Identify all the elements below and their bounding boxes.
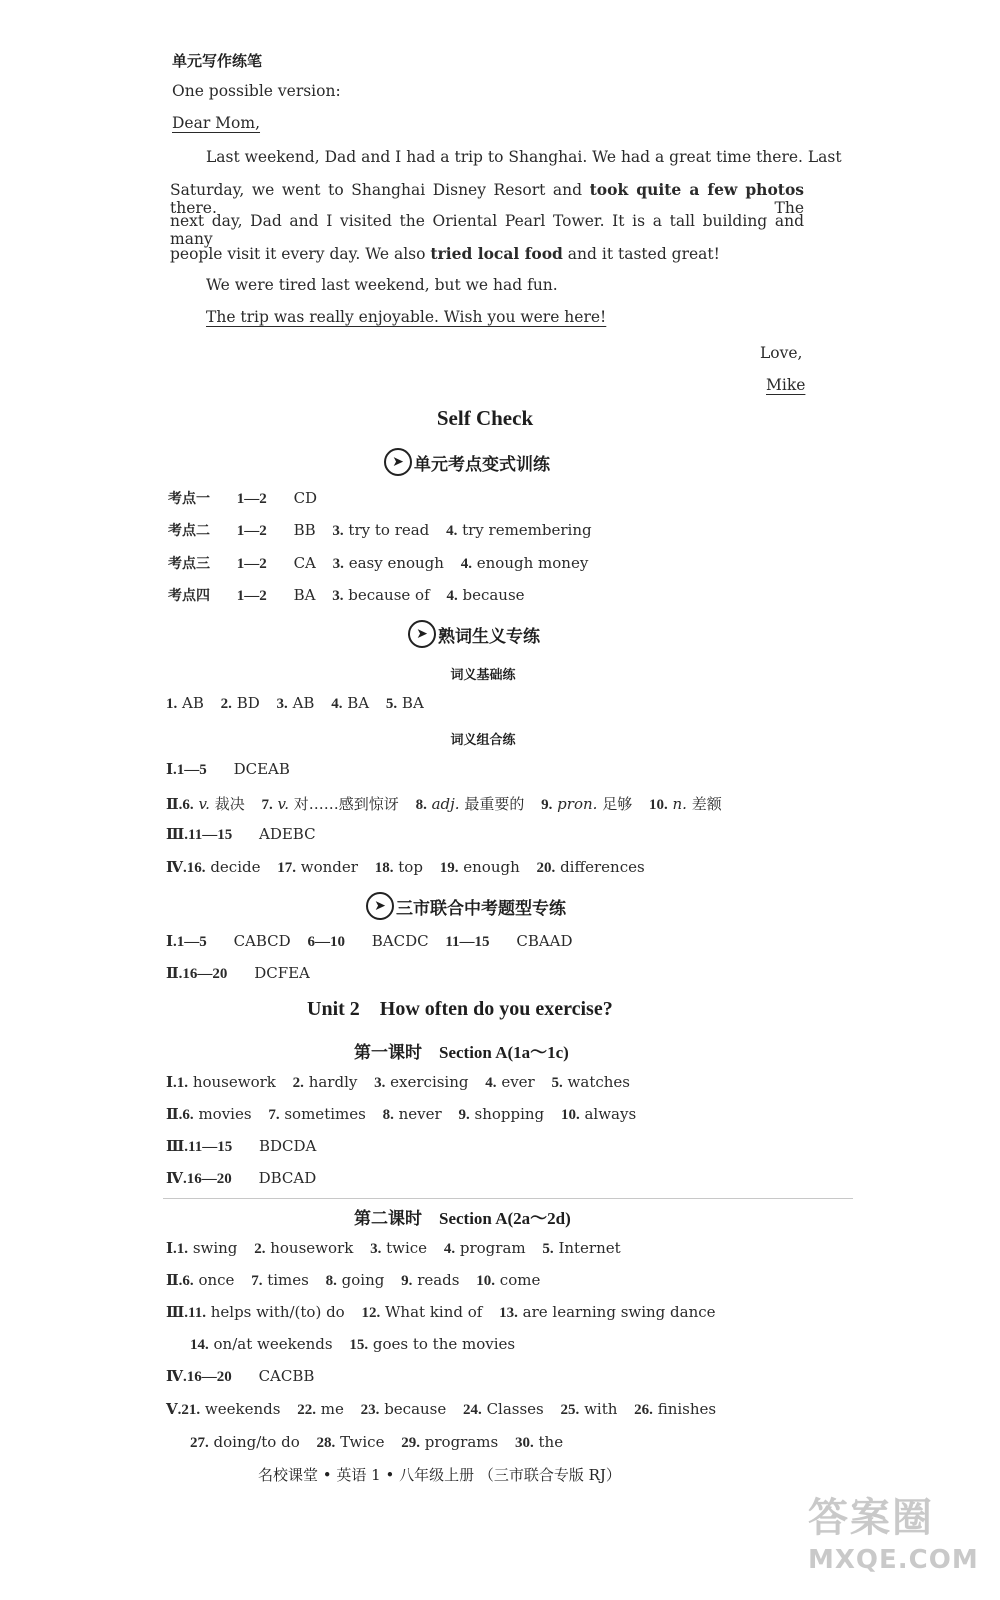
answer-row: 14. on/at weekends 15. goes to the movies [190, 1335, 516, 1353]
answer-row: 考点二 1—2 BB 3. try to read 4. try remembering [168, 521, 592, 539]
answer-row: Ⅰ.1—5 CABCD 6—10 BACDC 11—15 CBAAD [166, 932, 573, 950]
letter-signature: Mike [766, 376, 806, 394]
section-heading: ➤ 单元考点变式训练 [384, 448, 550, 476]
answer-row: Ⅱ.16—20 DCFEA [166, 964, 310, 982]
section-heading: ➤ 三市联合中考题型专练 [366, 892, 566, 920]
answer-row: Ⅲ.11—15 ADEBC [166, 825, 316, 843]
page-footer: 名校课堂 • 英语 1 • 八年级上册 （三市联合专版 RJ） [258, 1466, 621, 1484]
answer-row: Ⅳ.16—20 DBCAD [166, 1169, 317, 1187]
writing-heading: 单元写作练笔 [172, 52, 263, 70]
section-divider [163, 1198, 853, 1199]
letter-line: next day, Dad and I visited the Oriental Pearl Tower. It is a tall building and many [170, 212, 804, 248]
answer-row: Ⅳ.16—20 CACBB [166, 1367, 315, 1385]
answer-row: Ⅳ.16. decide 17. wonder 18. top 19. enough 20. differences [166, 858, 645, 876]
unit-title: Unit 2 How often do you exercise? [307, 998, 613, 1020]
watermark-logo: 答案圈 [808, 1495, 934, 1541]
letter-line: Saturday, we went to Shanghai Disney Resort and took quite a few photos there. The [170, 180, 805, 217]
answer-row: Ⅰ.1. housework 2. hardly 3. exercising 4. ever 5. watches [166, 1073, 630, 1091]
letter-paragraph: We were tired last weekend, but we had fun. [206, 276, 558, 294]
lesson-title: 第二课时 Section A(2a～2d) [354, 1209, 571, 1228]
letter-line: people visit it every day. We also tried local food and it tasted great! [170, 244, 720, 263]
arrow-circle-icon: ➤ [366, 892, 394, 920]
letter-line: Last weekend, Dad and I had a trip to Shanghai. We had a great time there. Last [206, 148, 842, 166]
highlight-phrase: tried local food [430, 244, 563, 263]
highlight-phrase: took quite a few photos [589, 180, 805, 199]
sub-heading: 词义组合练 [450, 733, 516, 748]
answer-row: Ⅱ.6. movies 7. sometimes 8. never 9. shopping 10. always [166, 1105, 637, 1123]
answer-row: Ⅲ.11. helps with/(to) do 12. What kind of 13. are learning swing dance [166, 1303, 716, 1321]
answer-row: 考点三 1—2 CA 3. easy enough 4. enough money [168, 554, 589, 572]
letter-greeting: Dear Mom, [172, 114, 261, 132]
letter-closing-sentence: The trip was really enjoyable. Wish you were here! [206, 308, 607, 326]
sub-heading: 词义基础练 [450, 668, 516, 683]
lesson-title: 第一课时 Section A(1a～1c) [354, 1043, 569, 1062]
watermark-url: MXQE.COM [808, 1545, 979, 1575]
answer-row: 27. doing/to do 28. Twice 29. programs 30. the [190, 1433, 564, 1451]
self-check-title: Self Check [436, 406, 534, 430]
writing-intro: One possible version: [172, 82, 341, 100]
arrow-circle-icon: ➤ [384, 448, 412, 476]
answer-row: Ⅴ.21. weekends 22. me 23. because 24. Classes 25. with 26. finishes [166, 1400, 717, 1418]
answer-row: Ⅲ.11—15 BDCDA [166, 1137, 317, 1155]
arrow-circle-icon: ➤ [408, 620, 436, 648]
answer-row: Ⅰ.1—5 DCEAB [166, 760, 290, 778]
answer-row: Ⅱ.6. v. 裁决 7. v. 对……感到惊讶 8. adj. 最重要的 9. pron. 足够 10. n. 差额 [166, 795, 722, 813]
answer-row: 1. AB 2. BD 3. AB 4. BA 5. BA [166, 694, 424, 712]
answer-row: 考点四 1—2 BA 3. because of 4. because [168, 586, 525, 604]
answer-row: Ⅰ.1. swing 2. housework 3. twice 4. program 5. Internet [166, 1239, 621, 1257]
answer-row: Ⅱ.6. once 7. times 8. going 9. reads 10. come [166, 1271, 541, 1289]
section-heading: ➤ 熟词生义专练 [408, 620, 540, 648]
answer-row: 考点一 1—2 CD [168, 489, 318, 507]
letter-closing: Love, [760, 344, 803, 362]
